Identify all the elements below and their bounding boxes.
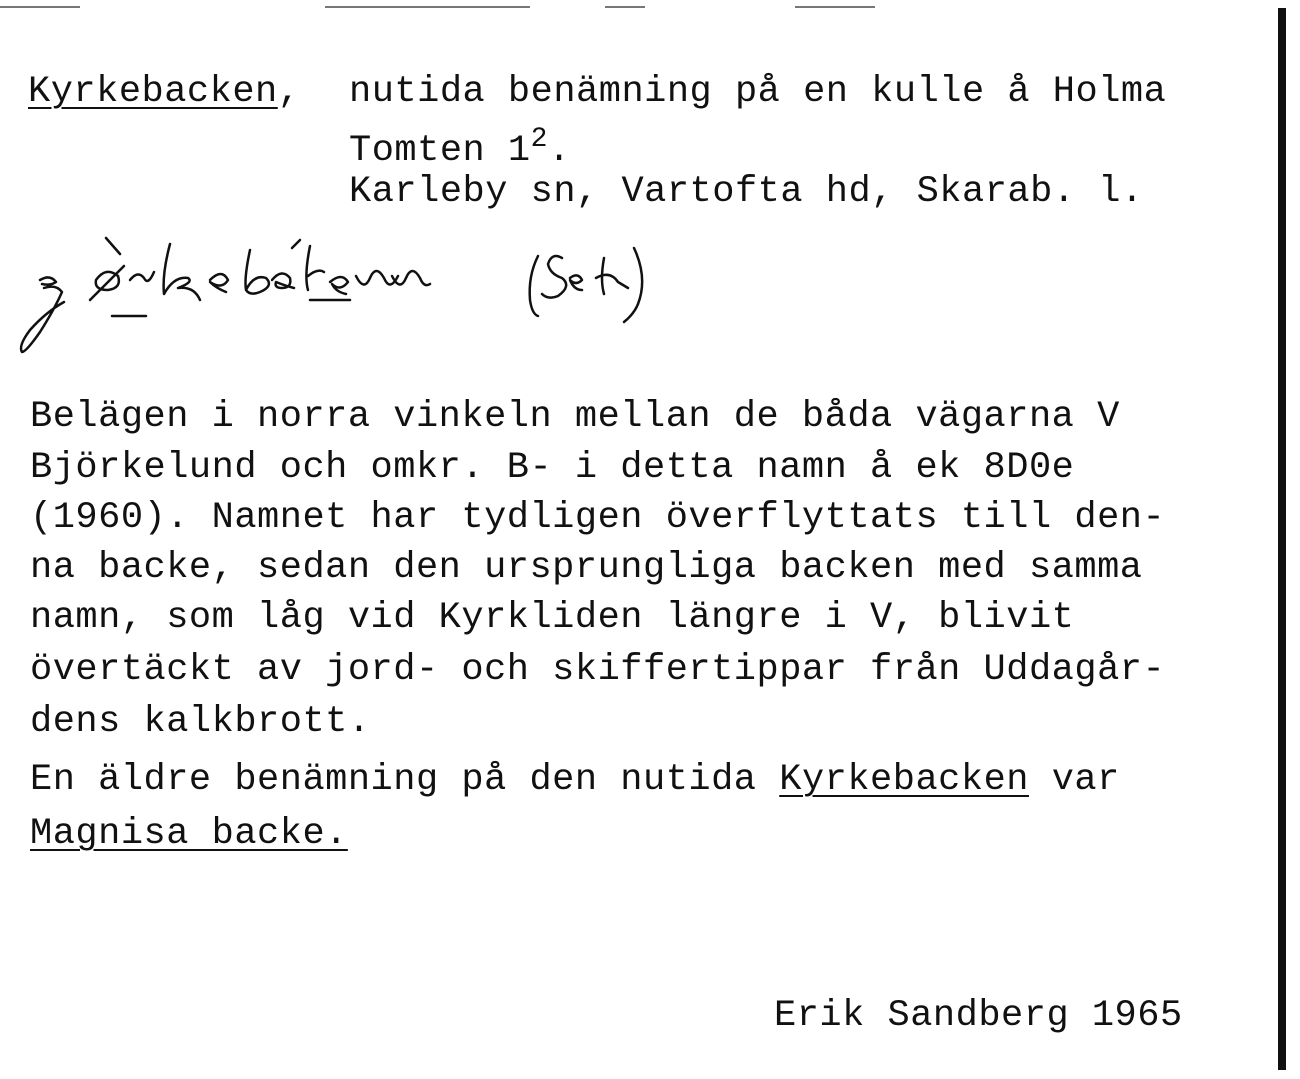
- scan-edge-top-1: [0, 6, 80, 8]
- scan-edge-right: [1278, 8, 1286, 1070]
- tomten-superscript: 2: [530, 124, 548, 155]
- older-name-prefix: En äldre benämning på den nutida: [30, 759, 780, 801]
- body-line-2: Björkelund och omkr. B- i detta namn å ek 8D0e: [30, 447, 1075, 489]
- scan-edge-top-4: [795, 6, 875, 8]
- older-name-suffix: var: [1028, 759, 1120, 801]
- tomten-text: Tomten 1: [349, 130, 531, 172]
- handwritten-pronunciation-note: [10, 228, 690, 358]
- body-line-3: (1960). Namnet har tydligen överflyttats till den-: [30, 497, 1166, 539]
- tomten-line: [349, 126, 571, 170]
- body-line-5: namn, som låg vid Kyrkliden längre i V, blivit: [30, 597, 1075, 639]
- older-alt-name: Magnisa backe.: [30, 813, 348, 855]
- header-line-1: [28, 71, 301, 113]
- body-line-1: Belägen i norra vinkeln mellan de båda vägarna V: [30, 396, 1120, 438]
- definition: nutida benämning på en kulle å Holma: [349, 71, 1167, 113]
- headword: Kyrkebacken: [28, 71, 278, 113]
- body-line-6: övertäckt av jord- och skiffertippar från Uddagår-: [30, 649, 1166, 691]
- scan-edge-top-2: [325, 6, 530, 8]
- body-line-7: dens kalkbrott.: [30, 701, 371, 743]
- older-name-headword: Kyrkebacken: [779, 759, 1029, 801]
- scan-edge-top-3: [605, 6, 645, 8]
- signature: Erik Sandberg 1965: [774, 995, 1183, 1037]
- headword-comma: ,: [277, 71, 301, 113]
- location: Karleby sn, Vartofta hd, Skarab. l.: [349, 171, 1144, 213]
- body-line-4: na backe, sedan den ursprungliga backen med samma: [30, 547, 1143, 589]
- tomten-period: .: [547, 130, 571, 172]
- older-name-line: [30, 759, 1120, 801]
